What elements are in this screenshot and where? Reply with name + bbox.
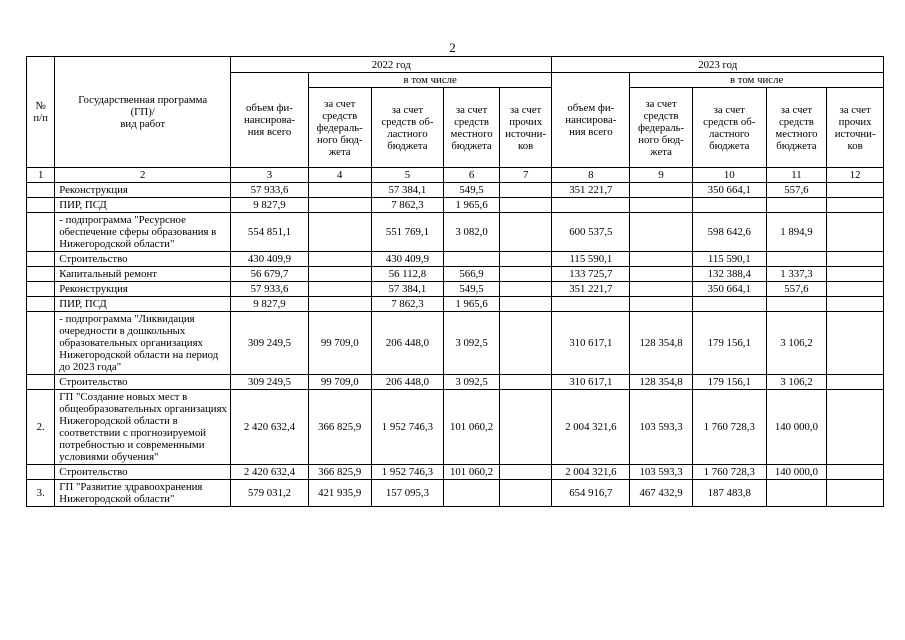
row-number (27, 465, 55, 480)
table-row (27, 480, 884, 507)
row-number (27, 183, 55, 198)
row-value (499, 375, 552, 390)
table-header (27, 57, 884, 183)
row-name: Строительство (55, 252, 231, 267)
row-number (27, 213, 55, 252)
row-value: 128 354,8 (630, 375, 693, 390)
row-value: 598 642,6 (692, 213, 766, 252)
row-value (630, 252, 693, 267)
row-value: 430 409,9 (371, 252, 444, 267)
row-value: 3 092,5 (444, 312, 500, 375)
row-value (630, 282, 693, 297)
row-value (499, 252, 552, 267)
row-value (630, 198, 693, 213)
row-value: 1 952 746,3 (371, 390, 444, 465)
row-value: 101 060,2 (444, 465, 500, 480)
row-value: 103 593,3 (630, 465, 693, 480)
row-value: 99 709,0 (308, 375, 371, 390)
row-value (827, 198, 884, 213)
row-value: 350 664,1 (692, 282, 766, 297)
row-value (630, 267, 693, 282)
row-number (27, 282, 55, 297)
row-value: 467 432,9 (630, 480, 693, 507)
row-number (27, 252, 55, 267)
row-value: 9 827,9 (231, 297, 309, 312)
row-value (499, 213, 552, 252)
row-value (499, 282, 552, 297)
row-name: ГП "Развитие здравоохранения Нижегородской области" (55, 480, 231, 507)
row-value (827, 297, 884, 312)
table-row (27, 297, 884, 312)
row-value: 103 593,3 (630, 390, 693, 465)
column-number: 6 (444, 168, 500, 183)
header-other-2023: за счет прочих источни- ков (827, 88, 884, 168)
row-value: 1 965,6 (444, 297, 500, 312)
row-value: 351 221,7 (552, 183, 630, 198)
row-name: Реконструкция (55, 282, 231, 297)
header-num: № п/п (27, 57, 55, 168)
row-value: 430 409,9 (231, 252, 309, 267)
row-name: Строительство (55, 465, 231, 480)
row-value: 140 000,0 (766, 465, 827, 480)
row-value: 1 760 728,3 (692, 465, 766, 480)
row-value: 128 354,8 (630, 312, 693, 375)
row-value (827, 480, 884, 507)
header-federal-2023: за счет средств федераль- ного бюд- жета (630, 88, 693, 168)
row-value (308, 183, 371, 198)
row-value (827, 267, 884, 282)
row-value (308, 282, 371, 297)
row-value (499, 198, 552, 213)
row-value (308, 297, 371, 312)
row-value: 309 249,5 (231, 375, 309, 390)
row-value: 133 725,7 (552, 267, 630, 282)
row-name: - подпрограмма "Ликвидация очередности в дошкольных образовательных организациях Нижегородской области на период до 2023 года" (55, 312, 231, 375)
header-incl-2023: в том числе (630, 73, 884, 88)
header-total-2023: объем фи- нансирова- ния всего (552, 73, 630, 168)
row-value (499, 390, 552, 465)
table-row (27, 282, 884, 297)
row-value (692, 297, 766, 312)
header-regional-2022: за счет средств об- ластного бюджета (371, 88, 444, 168)
table-row (27, 312, 884, 375)
row-value (499, 465, 552, 480)
row-value (499, 312, 552, 375)
row-value: 140 000,0 (766, 390, 827, 465)
table-row (27, 375, 884, 390)
table-row (27, 213, 884, 252)
column-number: 10 (692, 168, 766, 183)
row-value (499, 297, 552, 312)
row-value: 57 384,1 (371, 183, 444, 198)
row-name: ГП "Создание новых мест в общеобразовательных организациях Нижегородской области в соответствии с прогнозируемой потребностью и современными условиями обучения" (55, 390, 231, 465)
table-row (27, 183, 884, 198)
row-name: ПИР, ПСД (55, 297, 231, 312)
row-value: 421 935,9 (308, 480, 371, 507)
header-year-2023: 2023 год (552, 57, 884, 73)
row-value: 56 679,7 (231, 267, 309, 282)
column-number: 5 (371, 168, 444, 183)
row-value (308, 267, 371, 282)
row-value: 179 156,1 (692, 375, 766, 390)
row-name: Реконструкция (55, 183, 231, 198)
financing-table (26, 56, 884, 507)
row-value: 2 420 632,4 (231, 465, 309, 480)
row-value (552, 198, 630, 213)
row-value (827, 312, 884, 375)
table-body (27, 183, 884, 507)
row-value: 1 952 746,3 (371, 465, 444, 480)
row-value (827, 375, 884, 390)
row-value: 57 933,6 (231, 282, 309, 297)
row-value: 206 448,0 (371, 312, 444, 375)
row-value: 56 112,8 (371, 267, 444, 282)
row-value (827, 252, 884, 267)
row-value: 350 664,1 (692, 183, 766, 198)
row-value: 366 825,9 (308, 465, 371, 480)
row-value (827, 183, 884, 198)
row-value (630, 297, 693, 312)
header-year-2022: 2022 год (231, 57, 552, 73)
row-value (308, 198, 371, 213)
row-value (552, 297, 630, 312)
header-federal-2022: за счет средств федераль- ного бюд- жета (308, 88, 371, 168)
row-value: 101 060,2 (444, 390, 500, 465)
row-value: 351 221,7 (552, 282, 630, 297)
column-numbers-row (27, 168, 884, 183)
row-value: 654 916,7 (552, 480, 630, 507)
column-number: 2 (55, 168, 231, 183)
table-row (27, 252, 884, 267)
row-value: 1 894,9 (766, 213, 827, 252)
page-number: 2 (449, 40, 456, 55)
header-regional-2023: за счет средств об- ластного бюджета (692, 88, 766, 168)
row-number (27, 375, 55, 390)
table-row (27, 267, 884, 282)
row-value (308, 252, 371, 267)
row-value: 579 031,2 (231, 480, 309, 507)
row-value: 57 933,6 (231, 183, 309, 198)
row-value (827, 282, 884, 297)
row-value: 7 862,3 (371, 198, 444, 213)
row-value: 1 965,6 (444, 198, 500, 213)
row-value (499, 183, 552, 198)
row-number: 2. (27, 390, 55, 465)
row-value: 3 082,0 (444, 213, 500, 252)
table-row (27, 198, 884, 213)
row-value: 9 827,9 (231, 198, 309, 213)
row-value: 99 709,0 (308, 312, 371, 375)
row-value: 132 388,4 (692, 267, 766, 282)
row-value: 554 851,1 (231, 213, 309, 252)
row-value (630, 213, 693, 252)
table-row (27, 465, 884, 480)
row-value: 1 337,3 (766, 267, 827, 282)
row-value (827, 390, 884, 465)
row-value (766, 198, 827, 213)
row-value (827, 213, 884, 252)
row-value (692, 198, 766, 213)
row-value: 1 760 728,3 (692, 390, 766, 465)
row-value: 566,9 (444, 267, 500, 282)
row-value: 157 095,3 (371, 480, 444, 507)
row-value: 115 590,1 (552, 252, 630, 267)
row-value (766, 297, 827, 312)
row-value: 310 617,1 (552, 375, 630, 390)
row-value (308, 213, 371, 252)
column-number: 11 (766, 168, 827, 183)
row-value: 3 106,2 (766, 375, 827, 390)
row-value: 2 420 632,4 (231, 390, 309, 465)
row-value: 366 825,9 (308, 390, 371, 465)
row-value: 600 537,5 (552, 213, 630, 252)
row-value (499, 267, 552, 282)
row-value (499, 480, 552, 507)
row-value: 309 249,5 (231, 312, 309, 375)
header-other-2022: за счет прочих источни- ков (499, 88, 552, 168)
row-number (27, 198, 55, 213)
row-number (27, 267, 55, 282)
row-value (766, 252, 827, 267)
row-value: 2 004 321,6 (552, 465, 630, 480)
column-number: 12 (827, 168, 884, 183)
column-number: 7 (499, 168, 552, 183)
column-number: 8 (552, 168, 630, 183)
row-value: 549,5 (444, 282, 500, 297)
row-name: - подпрограмма "Ресурсное обеспечение сферы образования в Нижегородской области" (55, 213, 231, 252)
table-row (27, 390, 884, 465)
header-incl-2022: в том числе (308, 73, 552, 88)
header-local-2022: за счет средств местного бюджета (444, 88, 500, 168)
header-total-2022: объем фи- нансирова- ния всего (231, 73, 309, 168)
row-value (444, 252, 500, 267)
row-value: 115 590,1 (692, 252, 766, 267)
row-value (766, 480, 827, 507)
row-value: 557,6 (766, 282, 827, 297)
row-value: 557,6 (766, 183, 827, 198)
header-program: Государственная программа (ГП)/ вид работ (55, 57, 231, 168)
column-number: 1 (27, 168, 55, 183)
row-value: 3 092,5 (444, 375, 500, 390)
row-value: 2 004 321,6 (552, 390, 630, 465)
row-value: 3 106,2 (766, 312, 827, 375)
row-number (27, 297, 55, 312)
row-value: 179 156,1 (692, 312, 766, 375)
row-value: 57 384,1 (371, 282, 444, 297)
row-value: 187 483,8 (692, 480, 766, 507)
row-value (630, 183, 693, 198)
row-name: Строительство (55, 375, 231, 390)
row-name: ПИР, ПСД (55, 198, 231, 213)
row-number (27, 312, 55, 375)
row-value (444, 480, 500, 507)
column-number: 3 (231, 168, 309, 183)
header-local-2023: за счет средств местного бюджета (766, 88, 827, 168)
row-value: 549,5 (444, 183, 500, 198)
row-value: 7 862,3 (371, 297, 444, 312)
row-value: 206 448,0 (371, 375, 444, 390)
column-number: 9 (630, 168, 693, 183)
row-value: 551 769,1 (371, 213, 444, 252)
row-value: 310 617,1 (552, 312, 630, 375)
row-number: 3. (27, 480, 55, 507)
column-number: 4 (308, 168, 371, 183)
row-value (827, 465, 884, 480)
row-name: Капитальный ремонт (55, 267, 231, 282)
